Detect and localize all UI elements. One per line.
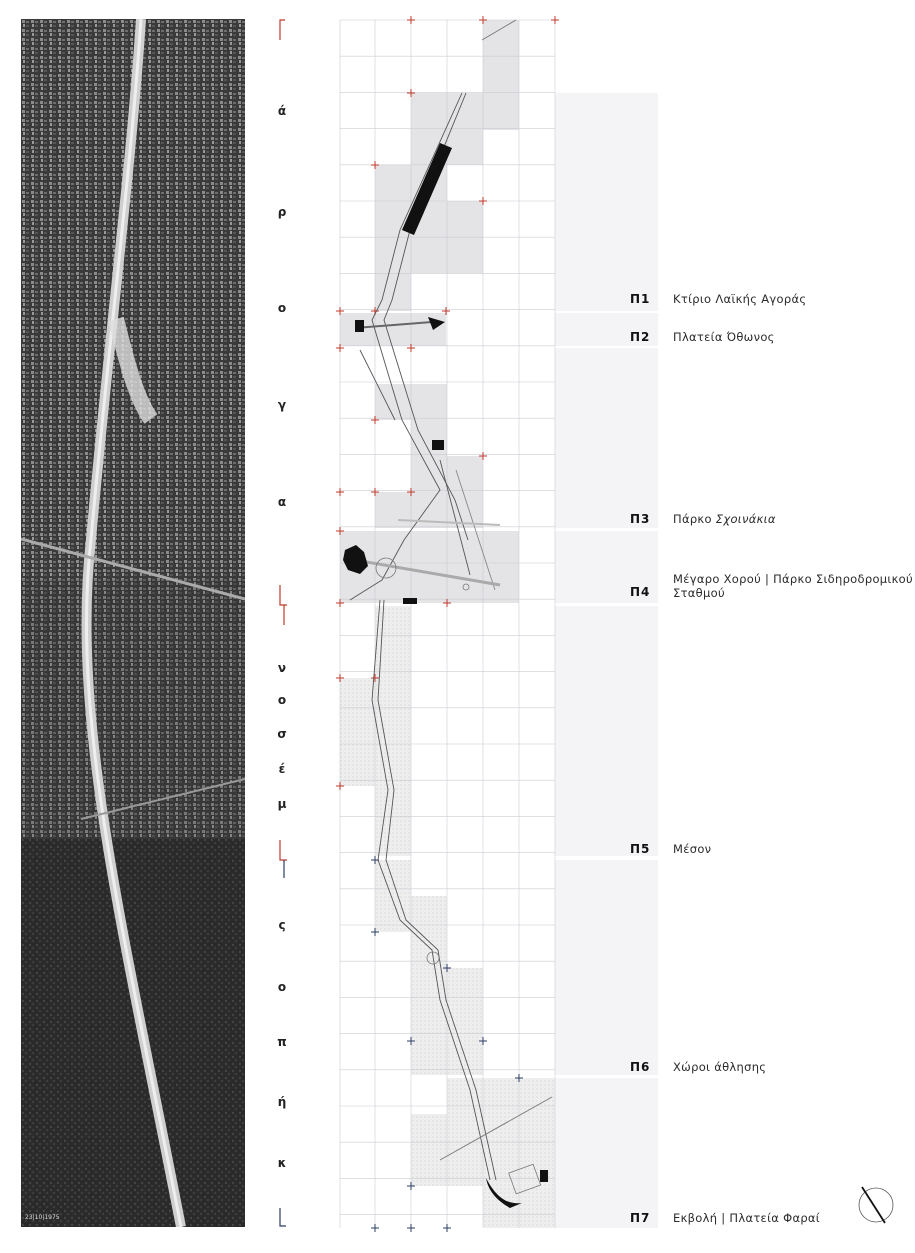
point-label-p5: Μέσον xyxy=(673,842,712,856)
point-label-p2: Πλατεία Όθωνος xyxy=(673,330,775,344)
point-code-p4: Π4 xyxy=(630,585,651,599)
grid-cross-mark xyxy=(407,1224,415,1232)
grid-cross-mark xyxy=(443,1224,451,1232)
zone-kipos-letter-3: π xyxy=(277,1035,287,1049)
grid-cross-mark xyxy=(407,16,415,24)
point-code-p6: Π6 xyxy=(630,1060,651,1074)
point-code-p5: Π5 xyxy=(630,842,651,856)
zone-agora-letter-3: ο xyxy=(277,301,287,315)
zone-agora-letter-1: ά xyxy=(277,104,287,118)
section-bands xyxy=(555,93,658,1228)
zone-kipos-letter-4: ή xyxy=(277,1095,287,1109)
grid-cross-mark xyxy=(336,488,344,496)
zone-kipos-letter-1: ς xyxy=(278,918,286,932)
point-code-p2: Π2 xyxy=(630,330,651,344)
point-label-p3-italic: Σχοινάκια xyxy=(715,512,776,526)
zone-brackets xyxy=(280,20,287,1226)
point-label-p7: Εκβολή | Πλατεία Φαραί xyxy=(673,1211,821,1225)
north-arrow-icon xyxy=(859,1187,893,1223)
plan-blocks xyxy=(340,20,519,603)
zone-meson-letter-3: σ xyxy=(277,727,287,741)
point-label-p3 xyxy=(673,512,776,526)
zone-meson-letter-5: μ xyxy=(277,797,287,811)
aerial-date-caption: 23|10|1975 xyxy=(25,1214,60,1221)
point-code-p1: Π1 xyxy=(630,292,651,306)
grid-cross-mark xyxy=(371,1224,379,1232)
point-label-p1: Κτίριο Λαϊκής Αγοράς xyxy=(673,292,807,306)
zone-meson-letter-4: έ xyxy=(278,762,286,776)
zone-kipos-letter-2: ο xyxy=(277,980,287,994)
zone-kipos-letter-5: κ xyxy=(277,1156,287,1170)
zone-agora-letter-5: α xyxy=(277,495,287,509)
grid-cross-mark xyxy=(551,16,559,24)
zone-agora-letter-4: γ xyxy=(277,398,287,412)
zone-meson-letter-1: ν xyxy=(277,661,287,675)
point-label-p4-line2: Σταθμού xyxy=(673,586,725,600)
zone-agora-letter-2: ρ xyxy=(277,205,287,219)
point-code-p3: Π3 xyxy=(630,512,651,526)
point-label-p6: Χώροι άθλησης xyxy=(673,1060,767,1074)
point-code-p7: Π7 xyxy=(630,1211,651,1225)
point-label-p4-line1: Μέγαρο Χορού | Πάρκο Σιδηροδρομικού xyxy=(673,572,913,586)
zone-meson-letter-2: ο xyxy=(277,693,287,707)
point-label-p3-plain: Πάρκο xyxy=(673,512,716,526)
